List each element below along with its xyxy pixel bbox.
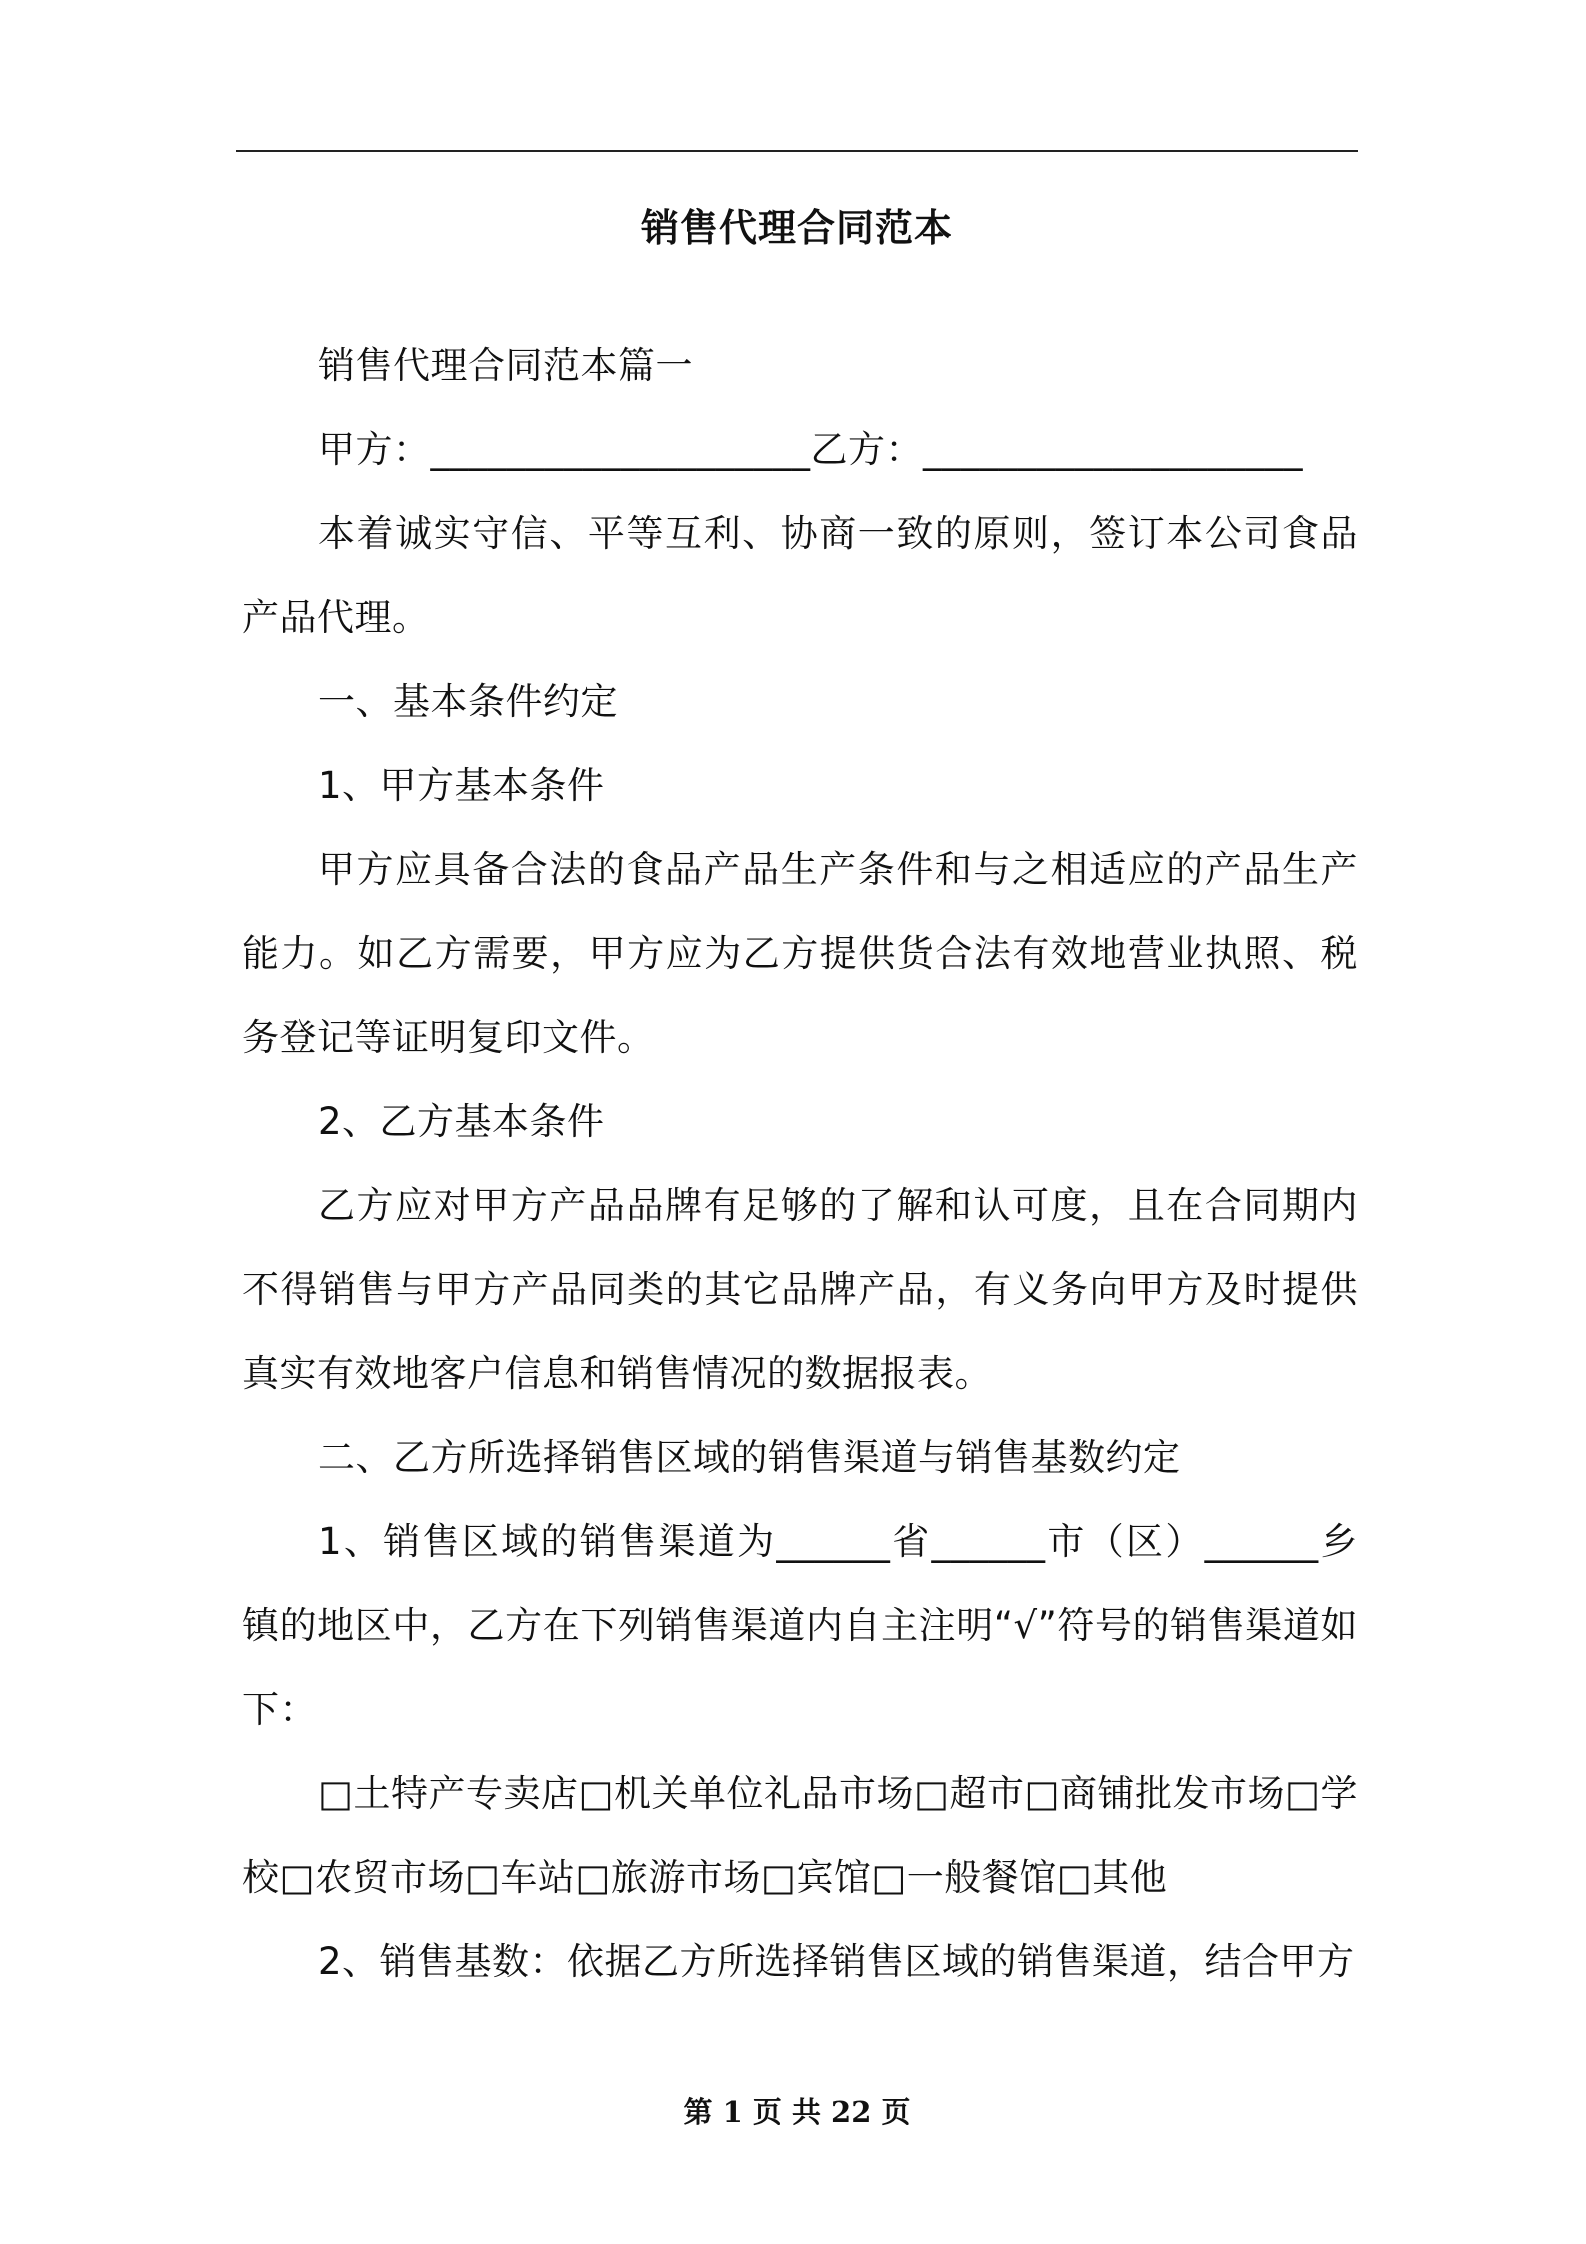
document-title: 销售代理合同范本 — [640, 206, 953, 250]
paragraph-parties: 甲方：____________________乙方：____________________ — [318, 428, 1303, 471]
paragraph-party-a-conditions: 甲方应具备合法的食品产品生产条件和与之相适应的产品生产能力。如乙方需要，甲方应为乙方提供货合法有效地营业执照、税务登记等证明复印文件。 — [242, 848, 1358, 1059]
paragraph-heading-party-a: 1、甲方基本条件 — [318, 764, 605, 807]
document-body — [242, 324, 1358, 2004]
paragraph-party-b-conditions: 乙方应对甲方产品品牌有足够的了解和认可度，且在合同期内不得销售与甲方产品同类的其它品牌产品，有义务向甲方及时提供真实有效地客户信息和销售情况的数据报表。 — [242, 1184, 1358, 1395]
paragraph-preamble: 本着诚实守信、平等互利、协商一致的原则，签订本公司食品产品代理。 — [242, 512, 1358, 639]
header-rule — [236, 150, 1358, 152]
paragraph-heading-sales-channels: 二、乙方所选择销售区域的销售渠道与销售基数约定 — [318, 1436, 1181, 1479]
paragraph-heading-party-b: 2、乙方基本条件 — [318, 1100, 605, 1143]
paragraph-heading-basic-conditions: 一、基本条件约定 — [318, 680, 618, 723]
paragraph-section-heading: 销售代理合同范本篇一 — [318, 344, 693, 387]
paragraph-sales-region: 1、销售区域的销售渠道为______省______市（区）______乡镇的地区中，乙方在下列销售渠道内自主注明“√”符号的销售渠道如下： — [242, 1520, 1358, 1731]
paragraph-sales-base: 2、销售基数：依据乙方所选择销售区域的销售渠道，结合甲方 — [318, 1940, 1355, 1983]
paragraph-channel-checkboxes: □土特产专卖店□机关单位礼品市场□超市□商铺批发市场□学校□农贸市场□车站□旅游市场□宾馆□一般餐馆□其他 — [242, 1772, 1358, 1899]
page-footer: 第 1 页 共 22 页 — [683, 2095, 911, 2129]
